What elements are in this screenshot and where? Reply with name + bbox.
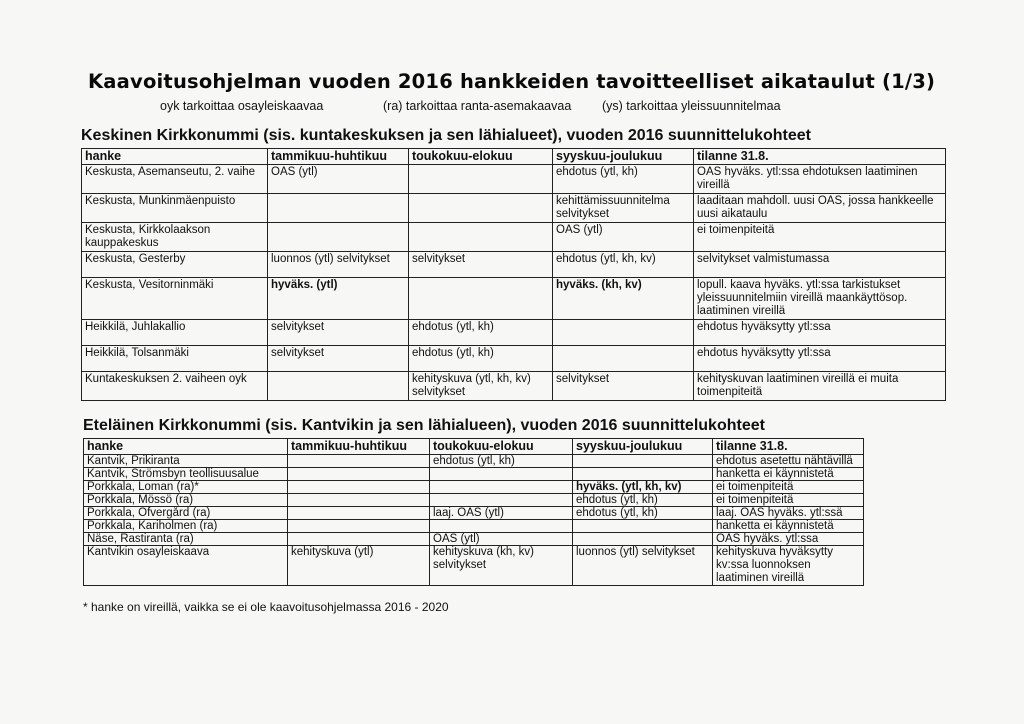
table-row xyxy=(82,372,946,401)
table-cell: OAS hyväks. ytl:ssa xyxy=(713,533,864,546)
table-cell xyxy=(268,223,409,252)
table-cell: luonnos (ytl) selvitykset xyxy=(573,546,713,586)
table-cell: kehityskuva (kh, kv) selvitykset xyxy=(430,546,573,586)
table-cell: laaj. OAS (ytl) xyxy=(430,507,573,520)
table-cell xyxy=(288,455,430,468)
header-cell: hanke xyxy=(82,149,268,165)
table-cell: selvitykset xyxy=(268,346,409,372)
table-cell xyxy=(288,481,430,494)
table-row xyxy=(82,252,946,278)
table-header-row xyxy=(82,149,946,165)
table-cell: kehityskuvan laatiminen vireillä ei muita toimenpiteitä xyxy=(694,372,946,401)
table-cell xyxy=(573,520,713,533)
table-cell: Keskusta, Asemanseutu, 2. vaihe xyxy=(82,165,268,194)
table-cell xyxy=(288,533,430,546)
table-row xyxy=(84,455,864,468)
table-cell: hyväks. (kh, kv) xyxy=(553,278,694,320)
table-cell xyxy=(288,507,430,520)
table-cell: laaditaan mahdoll. uusi OAS, jossa hankkeelle uusi aikataulu xyxy=(694,194,946,223)
table-row xyxy=(82,165,946,194)
section1-table xyxy=(81,148,946,401)
table-cell: ei toimenpiteitä xyxy=(713,494,864,507)
table-cell: ehdotus hyväksytty ytl:ssa xyxy=(694,320,946,346)
header-cell: hanke xyxy=(84,439,288,455)
table-row xyxy=(84,520,864,533)
header-cell: syyskuu-joulukuu xyxy=(553,149,694,165)
table-cell: ehdotus (ytl, kh) xyxy=(430,455,573,468)
footnote: * hanke on vireillä, vaikka se ei ole kaavoitusohjelmassa 2016 - 2020 xyxy=(83,600,449,614)
table-cell: ehdotus (ytl, kh) xyxy=(573,494,713,507)
table-cell: selvitykset xyxy=(409,252,553,278)
table-cell: Keskusta, Kirkkolaakson kauppakeskus xyxy=(82,223,268,252)
table-cell xyxy=(409,223,553,252)
table-cell xyxy=(430,520,573,533)
table-cell xyxy=(409,278,553,320)
header-cell: tammikuu-huhtikuu xyxy=(268,149,409,165)
header-cell: toukokuu-elokuu xyxy=(409,149,553,165)
table-cell xyxy=(288,468,430,481)
table-cell xyxy=(430,468,573,481)
table-cell: lopull. kaava hyväks. ytl:ssa tarkistukset yleissuunnitelmiin vireillä maankäyttösop. laatiminen vireillä xyxy=(694,278,946,320)
table-cell: Kantvik, Strömsbyn teollisuusalue xyxy=(84,468,288,481)
table-cell xyxy=(268,194,409,223)
table-cell: Porkkala, Öfvergård (ra) xyxy=(84,507,288,520)
table-cell: ehdotus (ytl, kh) xyxy=(409,346,553,372)
table-cell: ehdotus (ytl, kh, kv) xyxy=(553,252,694,278)
table-cell: ehdotus hyväksytty ytl:ssa xyxy=(694,346,946,372)
table-cell: kehityskuva hyväksytty kv:ssa luonnoksen laatiminen vireillä xyxy=(713,546,864,586)
section2-heading: Eteläinen Kirkkonummi (sis. Kantvikin ja sen lähialueen), vuoden 2016 suunnittelukohteet xyxy=(83,417,765,434)
table-cell: ehdotus (ytl, kh) xyxy=(573,507,713,520)
table-cell xyxy=(553,320,694,346)
table-cell xyxy=(573,455,713,468)
table-cell: Näse, Rastiranta (ra) xyxy=(84,533,288,546)
table-row xyxy=(84,494,864,507)
table-row xyxy=(84,507,864,520)
table-cell: ei toimenpiteitä xyxy=(694,223,946,252)
table-row xyxy=(84,546,864,586)
header-cell: toukokuu-elokuu xyxy=(430,439,573,455)
table-cell: laaj. OAS hyväks. ytl:ssä xyxy=(713,507,864,520)
table-cell: kehittämissuunnitelma selvitykset xyxy=(553,194,694,223)
table-cell xyxy=(409,165,553,194)
table-cell: hanketta ei käynnistetä xyxy=(713,520,864,533)
table-cell xyxy=(288,494,430,507)
section2-table xyxy=(83,438,864,586)
table-row xyxy=(84,468,864,481)
table-cell: hyväks. (ytl, kh, kv) xyxy=(573,481,713,494)
table-cell: Porkkala, Mössö (ra) xyxy=(84,494,288,507)
page-title: Kaavoitusohjelman vuoden 2016 hankkeiden tavoitteelliset aikataulut (1/3) xyxy=(88,70,936,93)
header-cell: tammikuu-huhtikuu xyxy=(288,439,430,455)
header-cell: tilanne 31.8. xyxy=(694,149,946,165)
table-cell: kehityskuva (ytl, kh, kv) selvitykset xyxy=(409,372,553,401)
table-cell: Keskusta, Vesitorninmäki xyxy=(82,278,268,320)
table-cell: hyväks. (ytl) xyxy=(268,278,409,320)
header-cell: tilanne 31.8. xyxy=(713,439,864,455)
header-cell: syyskuu-joulukuu xyxy=(573,439,713,455)
table-cell xyxy=(573,468,713,481)
table-cell: Kantvikin osayleiskaava xyxy=(84,546,288,586)
table-cell: selvitykset valmistumassa xyxy=(694,252,946,278)
table-row xyxy=(84,533,864,546)
table-cell xyxy=(430,481,573,494)
table-cell: OAS hyväks. ytl:ssa ehdotuksen laatiminen vireillä xyxy=(694,165,946,194)
table-header-row xyxy=(84,439,864,455)
table-cell: kehityskuva (ytl) xyxy=(288,546,430,586)
table-cell xyxy=(573,533,713,546)
section1-heading: Keskinen Kirkkonummi (sis. kuntakeskuksen ja sen lähialueet), vuoden 2016 suunnittelukohteet xyxy=(81,127,811,144)
table-cell: selvitykset xyxy=(553,372,694,401)
table-cell: selvitykset xyxy=(268,320,409,346)
table-row xyxy=(82,320,946,346)
legend-oyk: oyk tarkoittaa osayleiskaavaa xyxy=(160,99,324,113)
table-row xyxy=(82,346,946,372)
table-cell: Heikkilä, Juhlakallio xyxy=(82,320,268,346)
table-row xyxy=(84,481,864,494)
table-row xyxy=(82,278,946,320)
table-row xyxy=(82,223,946,252)
table-cell: Porkkala, Loman (ra)* xyxy=(84,481,288,494)
table-cell: Keskusta, Gesterby xyxy=(82,252,268,278)
table-cell: Kuntakeskuksen 2. vaiheen oyk xyxy=(82,372,268,401)
table-row xyxy=(82,194,946,223)
table-cell xyxy=(409,194,553,223)
table-cell xyxy=(268,372,409,401)
table-cell: Heikkilä, Tolsanmäki xyxy=(82,346,268,372)
table-cell: Kantvik, Prikiranta xyxy=(84,455,288,468)
table-cell: luonnos (ytl) selvitykset xyxy=(268,252,409,278)
table-cell: ehdotus (ytl, kh) xyxy=(409,320,553,346)
table-cell: Keskusta, Munkinmäenpuisto xyxy=(82,194,268,223)
table-cell xyxy=(288,520,430,533)
table-cell: ehdotus (ytl, kh) xyxy=(553,165,694,194)
table-cell: OAS (ytl) xyxy=(268,165,409,194)
table-cell: ei toimenpiteitä xyxy=(713,481,864,494)
legend-ra: (ra) tarkoittaa ranta-asemakaavaa xyxy=(383,99,572,113)
table-cell: ehdotus asetettu nähtävillä xyxy=(713,455,864,468)
table-cell: Porkkala, Kariholmen (ra) xyxy=(84,520,288,533)
table-cell: OAS (ytl) xyxy=(553,223,694,252)
legend-ys: (ys) tarkoittaa yleissuunnitelmaa xyxy=(602,99,781,113)
table-cell xyxy=(430,494,573,507)
table-cell: OAS (ytl) xyxy=(430,533,573,546)
table-cell xyxy=(553,346,694,372)
table-cell: hanketta ei käynnistetä xyxy=(713,468,864,481)
